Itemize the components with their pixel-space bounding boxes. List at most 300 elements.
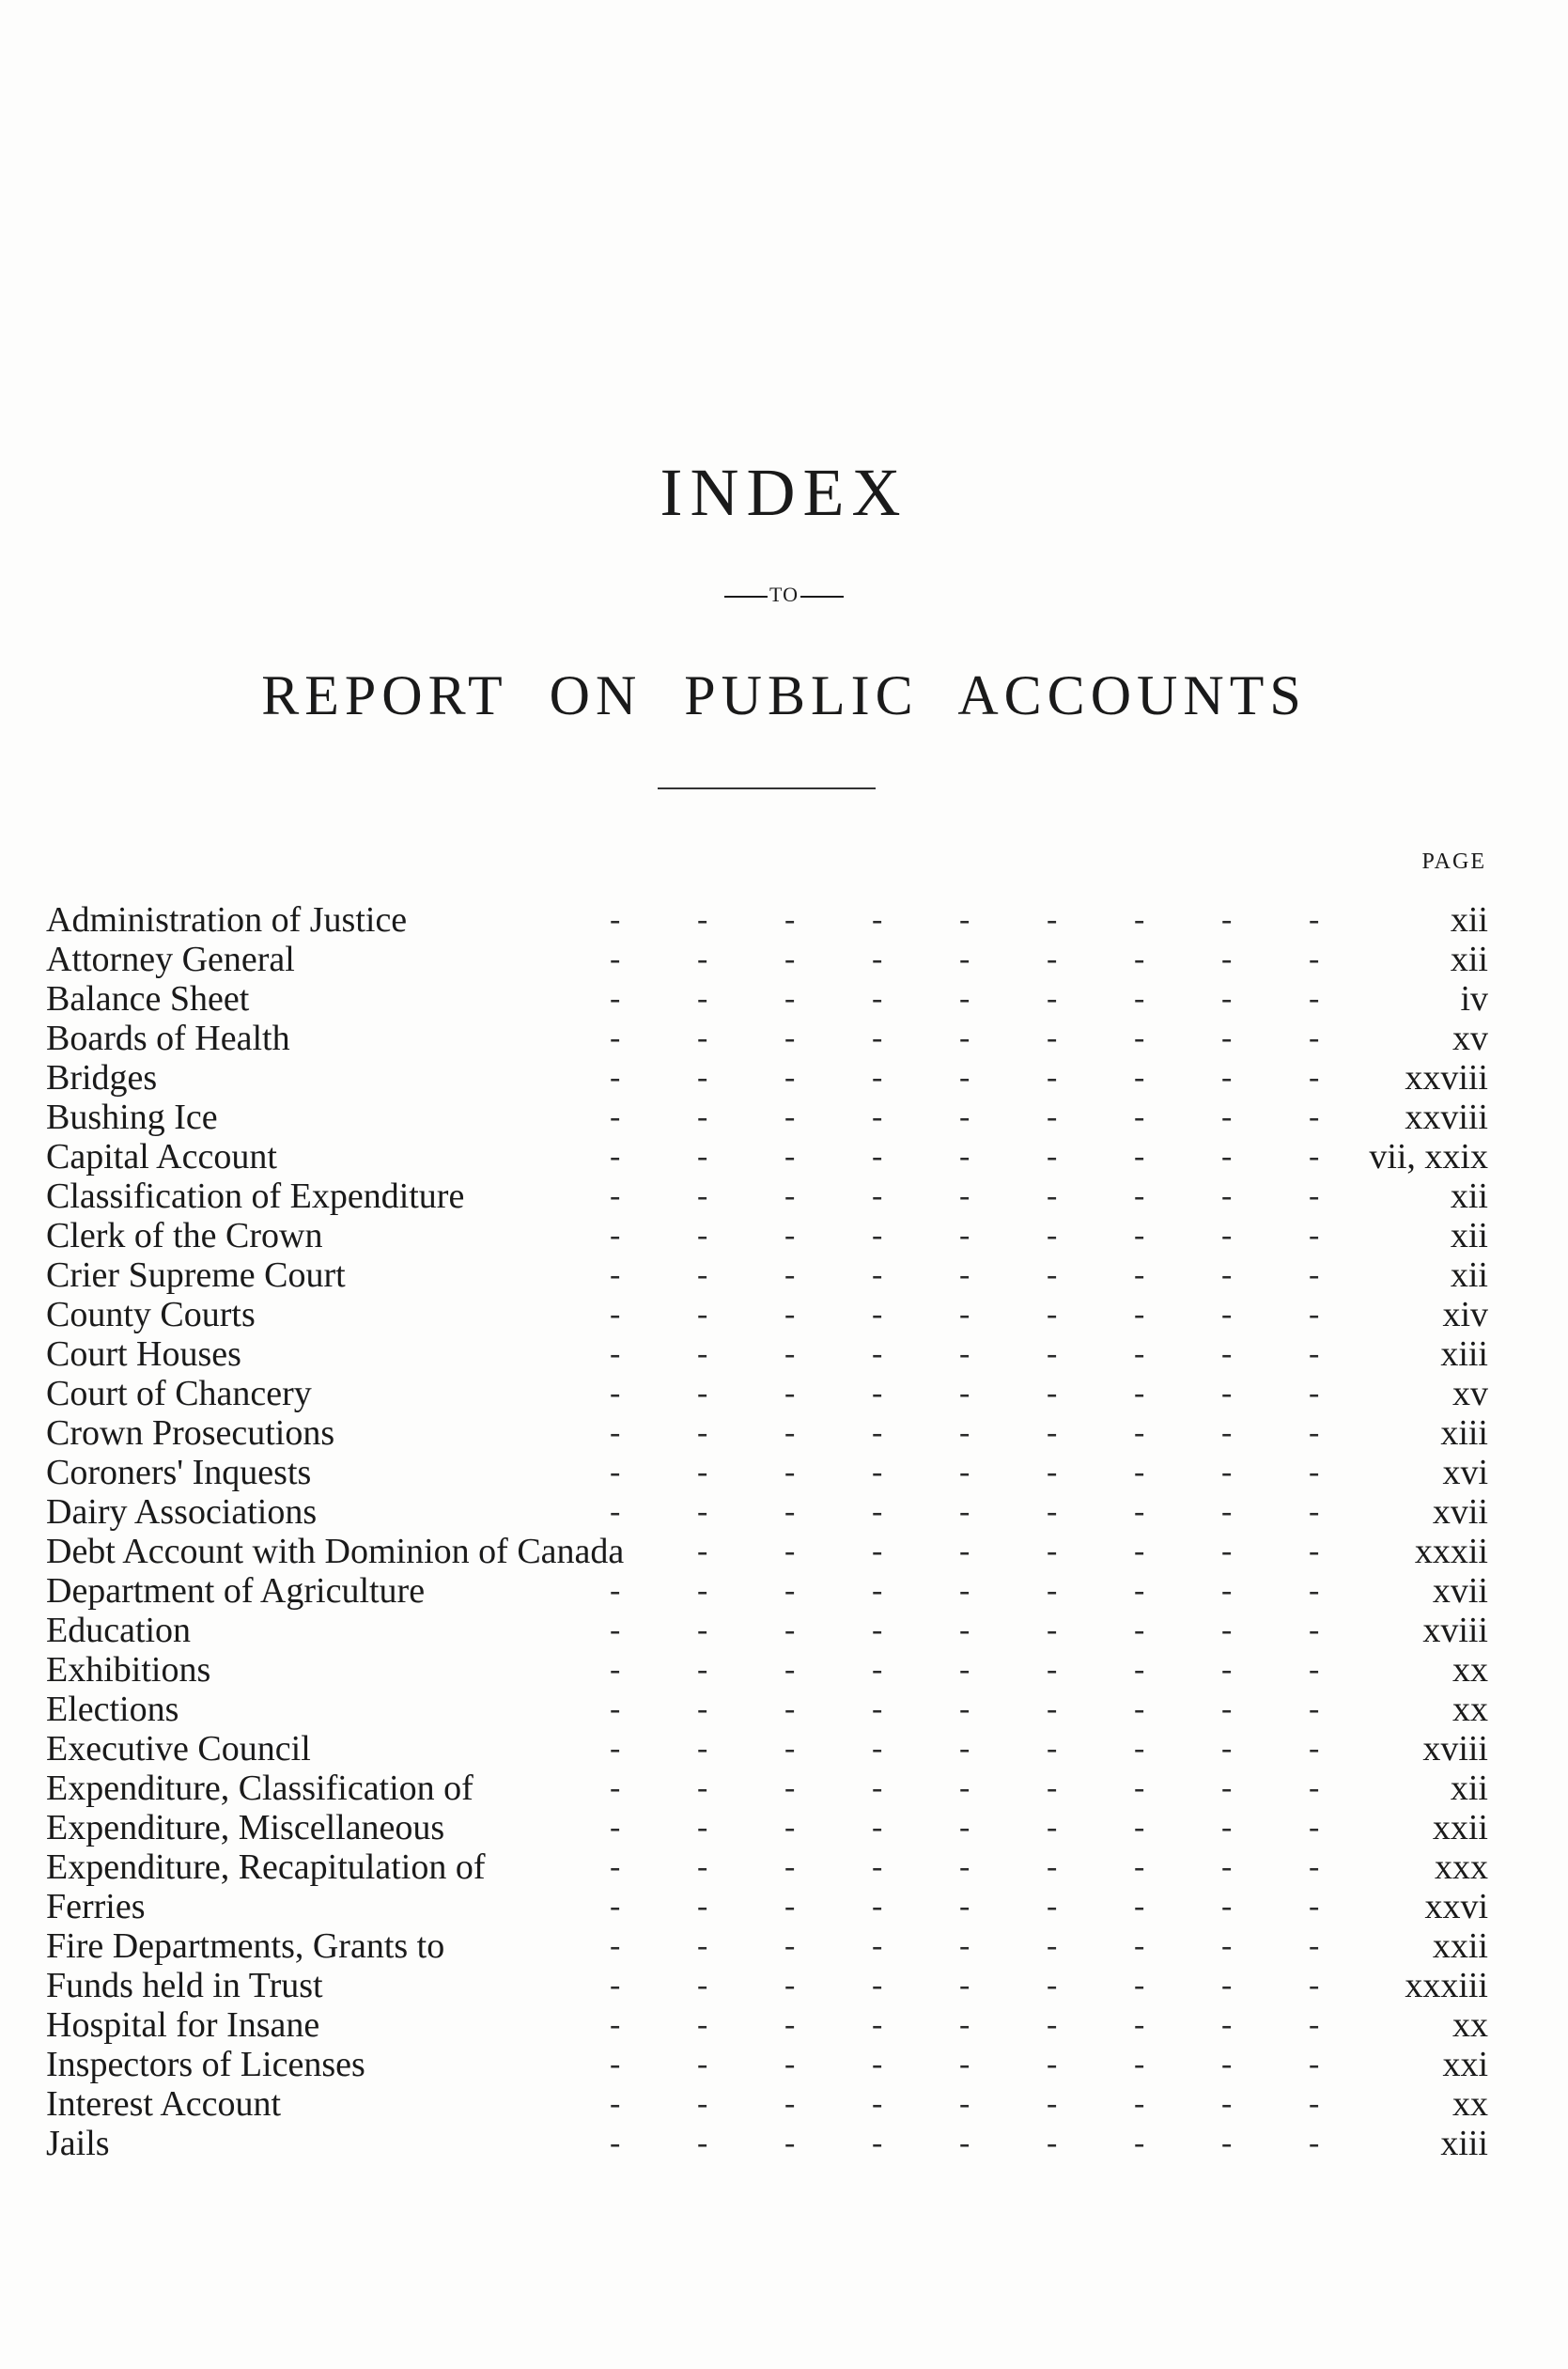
- leader-dash: -: [1134, 1770, 1145, 1805]
- leader-dash: -: [1309, 1415, 1320, 1450]
- leader-dash: -: [784, 1021, 796, 1055]
- leader-dashes: [610, 2124, 1343, 2163]
- leader-dash: -: [959, 1021, 970, 1055]
- leader-dash: -: [610, 981, 621, 1016]
- leader-dash: -: [872, 2126, 883, 2160]
- leader-dash: -: [1309, 1021, 1320, 1055]
- leader-dashes: [610, 1413, 1343, 1453]
- leader-dash: -: [1134, 1021, 1145, 1055]
- leader-dash: -: [1134, 1415, 1145, 1450]
- entry-label: Ferries: [46, 1887, 146, 1926]
- leader-dash: -: [959, 1336, 970, 1371]
- leader-dash: -: [959, 981, 970, 1016]
- entry-label: Attorney General: [46, 940, 295, 979]
- entry-label: Hospital for Insane: [46, 2005, 320, 2045]
- leader-dash: -: [872, 1178, 883, 1213]
- leader-dash: -: [1134, 1218, 1145, 1253]
- leader-dash: -: [1221, 1810, 1233, 1845]
- leader-dash: -: [1134, 1178, 1145, 1213]
- leader-dash: -: [959, 1613, 970, 1647]
- leader-dash: -: [784, 1573, 796, 1608]
- leader-dash: -: [959, 1257, 970, 1292]
- leader-dash: -: [697, 1770, 708, 1805]
- index-entry: [46, 1650, 1488, 1690]
- leader-dash: -: [1221, 1731, 1233, 1766]
- leader-dash: -: [872, 902, 883, 937]
- entry-page-number: xxxii: [1414, 1532, 1488, 1571]
- leader-dash: -: [872, 1889, 883, 1924]
- leader-dash: -: [697, 1376, 708, 1410]
- index-entry: [46, 1334, 1488, 1374]
- entry-label: County Courts: [46, 1295, 256, 1334]
- leader-dash: -: [1047, 1770, 1058, 1805]
- entry-page-number: xii: [1450, 1255, 1488, 1295]
- leader-dashes: [610, 1847, 1343, 1887]
- leader-dash: -: [872, 1455, 883, 1489]
- entry-label: Boards of Health: [46, 1019, 290, 1058]
- leader-dash: -: [610, 902, 621, 937]
- leader-dash: -: [1134, 942, 1145, 976]
- leader-dash: -: [784, 2007, 796, 2042]
- leader-dashes: [610, 1058, 1343, 1098]
- leader-dash: -: [610, 1139, 621, 1174]
- entry-page-number: xx: [1452, 2084, 1488, 2124]
- leader-dash: -: [610, 1455, 621, 1489]
- leader-dashes: [610, 1216, 1343, 1255]
- entry-page-number: xxx: [1435, 1847, 1488, 1887]
- index-entry: [46, 1571, 1488, 1611]
- leader-dash: -: [697, 1691, 708, 1726]
- leader-dash: -: [697, 2126, 708, 2160]
- left-dash: [724, 596, 768, 598]
- leader-dash: -: [1221, 2007, 1233, 2042]
- title-divider: [658, 787, 876, 789]
- leader-dash: -: [959, 1455, 970, 1489]
- leader-dash: -: [1047, 1889, 1058, 1924]
- entry-label: Bridges: [46, 1058, 158, 1098]
- leader-dash: -: [1309, 1139, 1320, 1174]
- leader-dash: -: [1134, 1297, 1145, 1332]
- leader-dash: -: [697, 942, 708, 976]
- report-title: REPORT ON PUBLIC ACCOUNTS: [261, 664, 1307, 726]
- leader-dash: -: [1047, 1928, 1058, 1963]
- leader-dashes: [610, 1966, 1343, 2005]
- leader-dash: -: [959, 1810, 970, 1845]
- leader-dash: -: [1221, 1455, 1233, 1489]
- leader-dash: -: [1134, 1257, 1145, 1292]
- leader-dash: -: [1047, 1968, 1058, 2003]
- index-entry: [46, 900, 1488, 940]
- leader-dash: -: [610, 1060, 621, 1095]
- leader-dash: -: [1134, 1731, 1145, 1766]
- leader-dash: -: [872, 2086, 883, 2121]
- leader-dash: -: [610, 1178, 621, 1213]
- leader-dash: -: [1047, 2086, 1058, 2121]
- leader-dash: -: [697, 2007, 708, 2042]
- leader-dash: -: [1221, 1573, 1233, 1608]
- leader-dash: -: [1047, 2007, 1058, 2042]
- leader-dash: -: [784, 1652, 796, 1687]
- leader-dash: -: [697, 1968, 708, 2003]
- leader-dash: -: [1134, 1849, 1145, 1884]
- leader-dash: -: [784, 1691, 796, 1726]
- leader-dash: -: [1309, 1534, 1320, 1568]
- leader-dash: -: [610, 1297, 621, 1332]
- leader-dash: -: [1309, 1336, 1320, 1371]
- entry-label: Elections: [46, 1690, 179, 1729]
- leader-dash: -: [1134, 1889, 1145, 1924]
- leader-dash: -: [1221, 942, 1233, 976]
- leader-dash: -: [784, 1849, 796, 1884]
- leader-dash: -: [784, 1336, 796, 1371]
- entry-page-number: xiii: [1440, 1334, 1488, 1374]
- leader-dash: -: [872, 1928, 883, 1963]
- leader-dash: -: [697, 1534, 708, 1568]
- leader-dash: -: [1047, 1139, 1058, 1174]
- leader-dash: -: [1047, 1257, 1058, 1292]
- leader-dash: -: [1134, 1376, 1145, 1410]
- leader-dashes: [610, 1019, 1343, 1058]
- index-entry: [46, 2124, 1488, 2163]
- leader-dash: -: [1221, 1376, 1233, 1410]
- leader-dashes: [610, 1808, 1343, 1847]
- index-entry: [46, 1847, 1488, 1887]
- leader-dash: -: [610, 1415, 621, 1450]
- entry-label: Court Houses: [46, 1334, 241, 1374]
- leader-dash: -: [1047, 981, 1058, 1016]
- leader-dash: -: [1047, 1810, 1058, 1845]
- entry-label: Clerk of the Crown: [46, 1216, 323, 1255]
- leader-dash: -: [1309, 1810, 1320, 1845]
- leader-dash: -: [1047, 2047, 1058, 2081]
- entry-label: Classification of Expenditure: [46, 1177, 465, 1216]
- leader-dash: -: [959, 1139, 970, 1174]
- index-entry: [46, 1492, 1488, 1532]
- entry-page-number: xxi: [1442, 2045, 1488, 2084]
- leader-dash: -: [1309, 1652, 1320, 1687]
- leader-dash: -: [784, 1139, 796, 1174]
- leader-dash: -: [610, 1336, 621, 1371]
- index-entry: [46, 1413, 1488, 1453]
- leader-dash: -: [1221, 1968, 1233, 2003]
- leader-dash: -: [610, 1257, 621, 1292]
- leader-dash: -: [1047, 1218, 1058, 1253]
- index-entry: [46, 1808, 1488, 1847]
- index-entry: [46, 1255, 1488, 1295]
- leader-dash: -: [1309, 1218, 1320, 1253]
- leader-dash: -: [784, 981, 796, 1016]
- leader-dash: -: [1221, 2086, 1233, 2121]
- leader-dash: -: [610, 1691, 621, 1726]
- entry-page-number: xxii: [1432, 1808, 1488, 1847]
- leader-dash: -: [1309, 1889, 1320, 1924]
- leader-dash: -: [1134, 1613, 1145, 1647]
- index-entry: [46, 1216, 1488, 1255]
- leader-dash: -: [1221, 1849, 1233, 1884]
- leader-dash: -: [1134, 1573, 1145, 1608]
- leader-dash: -: [697, 2086, 708, 2121]
- leader-dash: -: [1047, 1455, 1058, 1489]
- leader-dash: -: [959, 1928, 970, 1963]
- entry-page-number: xxxiii: [1405, 1966, 1488, 2005]
- leader-dash: -: [872, 1691, 883, 1726]
- right-dash: [800, 596, 844, 598]
- leader-dashes: [610, 1137, 1343, 1177]
- index-entry: [46, 1611, 1488, 1650]
- leader-dash: -: [872, 2047, 883, 2081]
- leader-dash: -: [1309, 1060, 1320, 1095]
- entry-page-number: xxviii: [1405, 1058, 1488, 1098]
- index-entry: [46, 1769, 1488, 1808]
- index-entry: [46, 1887, 1488, 1926]
- leader-dashes: [610, 2045, 1343, 2084]
- entry-page-number: xvii: [1432, 1571, 1488, 1611]
- leader-dash: -: [784, 1889, 796, 1924]
- leader-dash: -: [872, 1021, 883, 1055]
- leader-dash: -: [1309, 2007, 1320, 2042]
- leader-dash: -: [959, 1968, 970, 2003]
- leader-dash: -: [784, 1218, 796, 1253]
- entry-page-number: xii: [1450, 940, 1488, 979]
- leader-dash: -: [697, 902, 708, 937]
- leader-dash: -: [697, 2047, 708, 2081]
- leader-dash: -: [959, 1849, 970, 1884]
- leader-dash: -: [1221, 1060, 1233, 1095]
- leader-dash: -: [1047, 1494, 1058, 1529]
- leader-dash: -: [1221, 1218, 1233, 1253]
- leader-dash: -: [697, 1021, 708, 1055]
- entry-label: Expenditure, Classification of: [46, 1769, 474, 1808]
- leader-dash: -: [959, 1770, 970, 1805]
- index-entry: [46, 2084, 1488, 2124]
- leader-dash: -: [1134, 2126, 1145, 2160]
- leader-dash: -: [959, 2086, 970, 2121]
- leader-dash: -: [1221, 1139, 1233, 1174]
- leader-dash: -: [1309, 2126, 1320, 2160]
- entry-label: Interest Account: [46, 2084, 282, 2124]
- leader-dash: -: [959, 1099, 970, 1134]
- leader-dashes: [610, 1769, 1343, 1808]
- leader-dashes: [610, 940, 1343, 979]
- entry-label: Fire Departments, Grants to: [46, 1926, 445, 1966]
- leader-dash: -: [1047, 942, 1058, 976]
- leader-dash: -: [1309, 1494, 1320, 1529]
- leader-dash: -: [784, 942, 796, 976]
- leader-dash: -: [1221, 902, 1233, 937]
- leader-dash: -: [1221, 1415, 1233, 1450]
- leader-dash: -: [872, 1731, 883, 1766]
- leader-dash: -: [1309, 981, 1320, 1016]
- leader-dash: -: [1221, 1257, 1233, 1292]
- leader-dash: -: [872, 1810, 883, 1845]
- leader-dash: -: [872, 1218, 883, 1253]
- leader-dash: -: [1134, 1060, 1145, 1095]
- leader-dash: -: [610, 1494, 621, 1529]
- leader-dash: -: [872, 1257, 883, 1292]
- entry-label: Court of Chancery: [46, 1374, 312, 1413]
- leader-dash: -: [959, 1060, 970, 1095]
- entry-page-number: xxvi: [1424, 1887, 1488, 1926]
- entry-page-number: xii: [1450, 900, 1488, 940]
- entry-label: Balance Sheet: [46, 979, 250, 1019]
- index-entry: [46, 2045, 1488, 2084]
- leader-dash: -: [1047, 1613, 1058, 1647]
- index-entry: [46, 1058, 1488, 1098]
- leader-dashes: [610, 1295, 1343, 1334]
- entry-page-number: xiii: [1440, 2124, 1488, 2163]
- leader-dash: -: [872, 1139, 883, 1174]
- leader-dash: -: [959, 1218, 970, 1253]
- leader-dash: -: [959, 942, 970, 976]
- entry-page-number: xviii: [1422, 1611, 1488, 1650]
- leader-dash: -: [1309, 1257, 1320, 1292]
- index-entry: [46, 940, 1488, 979]
- leader-dash: -: [610, 1889, 621, 1924]
- entry-page-number: xxviii: [1405, 1098, 1488, 1137]
- leader-dash: -: [959, 1415, 970, 1450]
- leader-dash: -: [610, 2126, 621, 2160]
- leader-dash: -: [1309, 1613, 1320, 1647]
- leader-dash: -: [1047, 1652, 1058, 1687]
- leader-dash: -: [959, 1691, 970, 1726]
- leader-dashes: [610, 1729, 1343, 1769]
- leader-dash: -: [959, 1178, 970, 1213]
- leader-dash: -: [1309, 1455, 1320, 1489]
- entry-label: Department of Agriculture: [46, 1571, 426, 1611]
- leader-dash: -: [1221, 2126, 1233, 2160]
- leader-dashes: [610, 1887, 1343, 1926]
- leader-dash: -: [1134, 2086, 1145, 2121]
- leader-dashes: [610, 1334, 1343, 1374]
- leader-dash: -: [1221, 1297, 1233, 1332]
- leader-dash: -: [1047, 1691, 1058, 1726]
- index-entry: [46, 1295, 1488, 1334]
- leader-dash: -: [610, 1810, 621, 1845]
- leader-dash: -: [610, 1770, 621, 1805]
- leader-dash: -: [1047, 1099, 1058, 1134]
- leader-dashes: [610, 1571, 1343, 1611]
- entry-page-number: xiii: [1440, 1413, 1488, 1453]
- leader-dashes: [610, 2005, 1343, 2045]
- entry-page-number: xv: [1452, 1019, 1488, 1058]
- entry-label: Crown Prosecutions: [46, 1413, 335, 1453]
- leader-dash: -: [784, 1534, 796, 1568]
- leader-dashes: [610, 2084, 1343, 2124]
- leader-dash: -: [697, 1573, 708, 1608]
- leader-dashes: [610, 1177, 1343, 1216]
- entry-label: Debt Account with Dominion of Canada: [46, 1532, 625, 1571]
- leader-dashes: [610, 1098, 1343, 1137]
- leader-dash: -: [697, 1415, 708, 1450]
- leader-dash: -: [959, 2047, 970, 2081]
- index-title: INDEX: [660, 455, 908, 530]
- leader-dash: -: [784, 1297, 796, 1332]
- leader-dash: -: [959, 1494, 970, 1529]
- leader-dash: -: [1309, 1099, 1320, 1134]
- leader-dash: -: [1047, 1376, 1058, 1410]
- leader-dash: -: [1134, 1691, 1145, 1726]
- leader-dash: -: [1134, 1139, 1145, 1174]
- leader-dash: -: [1309, 1928, 1320, 1963]
- leader-dashes: [610, 1690, 1343, 1729]
- leader-dash: -: [784, 902, 796, 937]
- leader-dash: -: [1134, 902, 1145, 937]
- leader-dash: -: [959, 1573, 970, 1608]
- leader-dash: -: [959, 902, 970, 937]
- leader-dash: -: [697, 1336, 708, 1371]
- leader-dashes: [610, 1532, 1343, 1571]
- leader-dash: -: [1309, 1731, 1320, 1766]
- index-entry: [46, 1177, 1488, 1216]
- leader-dash: -: [1221, 1691, 1233, 1726]
- leader-dash: -: [1309, 1376, 1320, 1410]
- index-entry: [46, 1966, 1488, 2005]
- index-entry: [46, 2005, 1488, 2045]
- leader-dash: -: [1221, 1652, 1233, 1687]
- entry-label: Dairy Associations: [46, 1492, 318, 1532]
- entry-page-number: xii: [1450, 1216, 1488, 1255]
- index-entry: [46, 1690, 1488, 1729]
- leader-dash: -: [784, 2126, 796, 2160]
- index-entry: [46, 1137, 1488, 1177]
- entry-label: Executive Council: [46, 1729, 311, 1769]
- leader-dash: -: [1047, 1297, 1058, 1332]
- leader-dash: -: [697, 1731, 708, 1766]
- index-entry: [46, 1729, 1488, 1769]
- leader-dash: -: [610, 1849, 621, 1884]
- leader-dash: -: [784, 1613, 796, 1647]
- leader-dash: -: [959, 2126, 970, 2160]
- entry-label: Administration of Justice: [46, 900, 408, 940]
- leader-dash: -: [1134, 1534, 1145, 1568]
- leader-dash: -: [1309, 902, 1320, 937]
- page-column-header: PAGE: [1421, 849, 1486, 874]
- leader-dash: -: [610, 1573, 621, 1608]
- leader-dashes: [610, 1453, 1343, 1492]
- leader-dash: -: [959, 1376, 970, 1410]
- leader-dash: -: [872, 1415, 883, 1450]
- leader-dash: -: [959, 1731, 970, 1766]
- entry-page-number: xii: [1450, 1769, 1488, 1808]
- leader-dash: -: [1309, 1968, 1320, 2003]
- leader-dash: -: [697, 1810, 708, 1845]
- leader-dash: -: [1309, 1770, 1320, 1805]
- leader-dash: -: [1134, 1928, 1145, 1963]
- entry-page-number: xiv: [1442, 1295, 1488, 1334]
- leader-dash: -: [872, 1849, 883, 1884]
- entry-page-number: xx: [1452, 2005, 1488, 2045]
- leader-dashes: [610, 1926, 1343, 1966]
- leader-dash: -: [1221, 1494, 1233, 1529]
- leader-dashes: [610, 900, 1343, 940]
- leader-dash: -: [784, 1099, 796, 1134]
- index-entry: [46, 1098, 1488, 1137]
- leader-dash: -: [610, 1021, 621, 1055]
- leader-dash: -: [1047, 1021, 1058, 1055]
- leader-dash: -: [872, 2007, 883, 2042]
- leader-dashes: [610, 979, 1343, 1019]
- leader-dash: -: [610, 1218, 621, 1253]
- leader-dash: -: [1047, 902, 1058, 937]
- leader-dash: -: [610, 2047, 621, 2081]
- leader-dash: -: [1047, 1415, 1058, 1450]
- leader-dash: -: [697, 1257, 708, 1292]
- leader-dash: -: [959, 1889, 970, 1924]
- leader-dash: -: [1309, 1297, 1320, 1332]
- entry-page-number: iv: [1460, 979, 1488, 1019]
- leader-dashes: [610, 1492, 1343, 1532]
- leader-dash: -: [610, 942, 621, 976]
